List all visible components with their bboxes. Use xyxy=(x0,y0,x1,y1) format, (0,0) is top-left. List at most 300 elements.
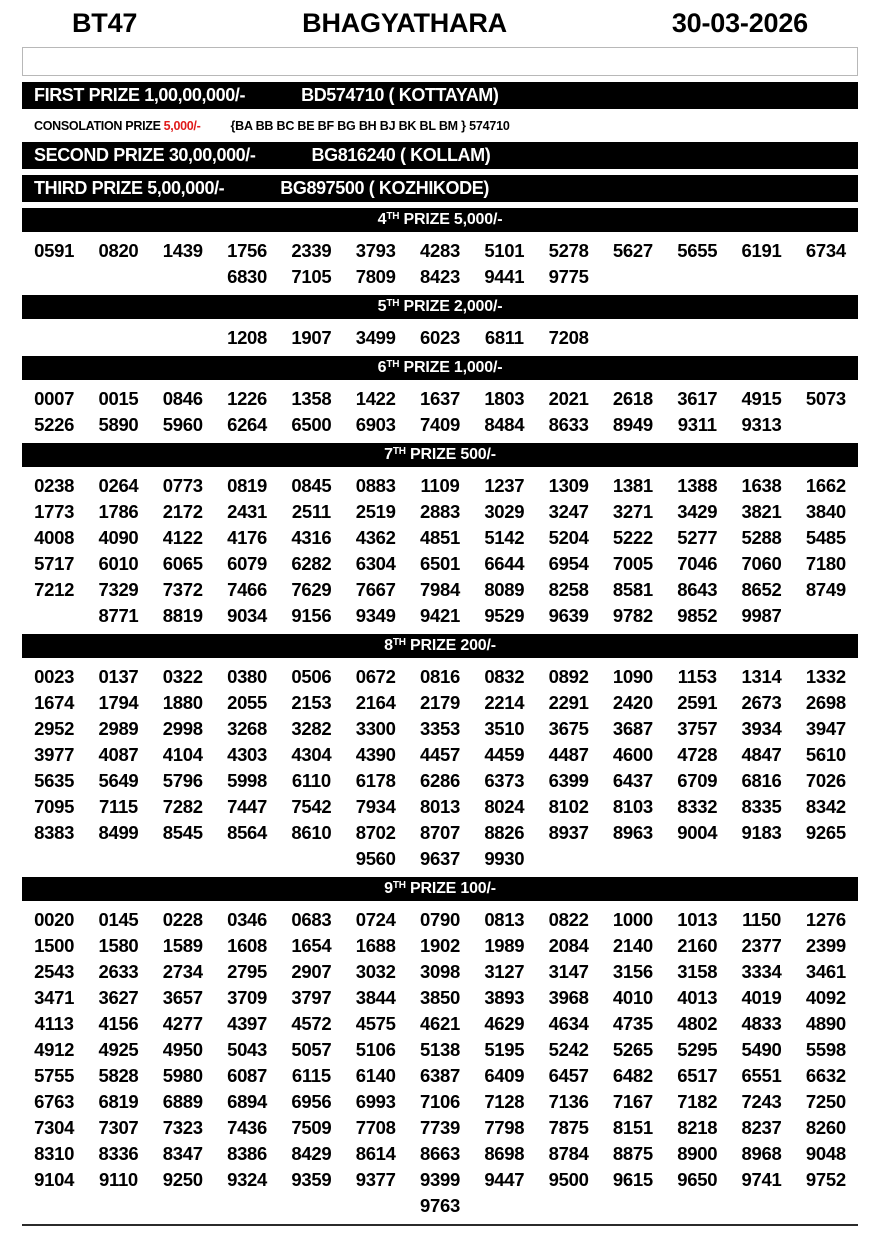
prize-number: 4851 xyxy=(420,527,460,548)
top-prizes-area xyxy=(0,82,880,202)
prize-number: 8423 xyxy=(420,266,460,287)
prize-number: 6500 xyxy=(291,414,332,435)
eighth-prize-title: 8TH PRIZE 200/- xyxy=(384,637,496,654)
prize-number: 3793 xyxy=(355,240,396,261)
prize-number: 5755 xyxy=(34,1065,75,1086)
prize-number: 6178 xyxy=(355,770,396,791)
prize-number: 3247 xyxy=(548,501,589,522)
prize-number: 7243 xyxy=(741,1091,782,1112)
prize-number: 6903 xyxy=(355,414,396,435)
first-prize-ticket: BD574710 ( KOTTAYAM) xyxy=(301,85,499,105)
eighth-prize-numbers xyxy=(22,658,858,877)
prize-number: 2399 xyxy=(805,935,846,956)
prize-number: 1654 xyxy=(291,935,332,956)
prize-number: 6894 xyxy=(227,1091,268,1112)
prize-number: 1662 xyxy=(805,475,846,496)
prize-number: 7436 xyxy=(227,1117,268,1138)
prize-number: 7875 xyxy=(548,1117,589,1138)
prize-number: 4847 xyxy=(741,744,782,765)
prize-number: 7934 xyxy=(355,796,396,817)
prize-number: 3158 xyxy=(677,961,718,982)
prize-number: 6482 xyxy=(612,1065,653,1086)
prize-number: 4925 xyxy=(98,1039,139,1060)
prize-number: 7329 xyxy=(98,579,139,600)
prize-number: 5998 xyxy=(227,770,268,791)
prize-number: 6993 xyxy=(355,1091,396,1112)
prize-number: 8564 xyxy=(227,822,268,843)
prize-number: 4575 xyxy=(355,1013,396,1034)
prize-number: 5101 xyxy=(484,240,525,261)
prize-number: 7106 xyxy=(420,1091,460,1112)
prize-number: 1381 xyxy=(612,475,653,496)
prize-number: 3029 xyxy=(484,501,525,522)
prize-number: 3709 xyxy=(227,987,268,1008)
prize-number: 2673 xyxy=(741,692,782,713)
prize-number: 4915 xyxy=(741,388,782,409)
prize-number: 0591 xyxy=(34,240,75,261)
prize-number: 2160 xyxy=(677,935,718,956)
prize-number: 7542 xyxy=(291,796,332,817)
prize-number: 2214 xyxy=(484,692,525,713)
number-row xyxy=(22,1063,858,1089)
prize-number: 4090 xyxy=(98,527,139,548)
prize-number: 3429 xyxy=(677,501,718,522)
prize-number: 9615 xyxy=(612,1169,653,1190)
third-prize-ticket: BG897500 ( KOZHIKODE) xyxy=(280,178,489,198)
blank-input-box[interactable] xyxy=(22,47,858,76)
number-row xyxy=(22,690,858,716)
prize-number: 1422 xyxy=(355,388,396,409)
prize-number: 8702 xyxy=(355,822,396,843)
prize-number: 1773 xyxy=(34,501,75,522)
prize-number: 2153 xyxy=(291,692,332,713)
prize-number: 0023 xyxy=(34,666,75,687)
number-row xyxy=(22,985,858,1011)
prize-number: 5717 xyxy=(34,553,75,574)
prize-number: 1638 xyxy=(741,475,782,496)
prize-number: 6830 xyxy=(227,266,268,287)
prize-number: 2164 xyxy=(355,692,396,713)
prize-number: 5277 xyxy=(677,527,718,548)
prize-number: 8643 xyxy=(677,579,718,600)
prize-number: 5204 xyxy=(548,527,589,548)
prize-number: 4013 xyxy=(677,987,718,1008)
prize-number: 9650 xyxy=(677,1169,718,1190)
number-row xyxy=(22,933,858,959)
prize-number: 6286 xyxy=(420,770,460,791)
prize-number: 0845 xyxy=(291,475,332,496)
number-row xyxy=(22,1011,858,1037)
number-row xyxy=(22,551,858,577)
number-row xyxy=(22,846,858,872)
fourth-prize-numbers xyxy=(22,232,858,295)
prize-number: 5295 xyxy=(677,1039,718,1060)
prize-number: 7180 xyxy=(805,553,846,574)
prize-sections-area xyxy=(0,208,880,1224)
prize-number: 3147 xyxy=(548,961,589,982)
prize-number: 6644 xyxy=(484,553,525,574)
prize-number: 5242 xyxy=(548,1039,589,1060)
prize-number: 5226 xyxy=(34,414,75,435)
prize-number: 6501 xyxy=(420,553,460,574)
prize-number: 0883 xyxy=(355,475,396,496)
prize-number: 0506 xyxy=(291,666,332,687)
consolation-amount: 5,000/- xyxy=(163,119,201,133)
prize-number: 6409 xyxy=(484,1065,525,1086)
prize-number: 3977 xyxy=(34,744,75,765)
prize-number: 1907 xyxy=(291,327,332,348)
prize-number: 8103 xyxy=(612,796,653,817)
prize-number: 3934 xyxy=(741,718,782,739)
prize-number: 7307 xyxy=(98,1117,139,1138)
prize-number: 3844 xyxy=(355,987,396,1008)
prize-number: 6954 xyxy=(548,553,589,574)
number-row xyxy=(22,325,858,351)
prize-number: 5610 xyxy=(805,744,846,765)
prize-number: 9639 xyxy=(548,605,589,626)
prize-number: 2795 xyxy=(227,961,268,982)
prize-number: 7372 xyxy=(162,579,203,600)
prize-number: 2431 xyxy=(227,501,268,522)
prize-number: 6087 xyxy=(227,1065,268,1086)
prize-number: 3850 xyxy=(420,987,460,1008)
lottery-code: BT47 xyxy=(72,8,138,38)
prize-number: 9313 xyxy=(741,414,782,435)
first-prize-bar xyxy=(22,82,858,109)
prize-number: 7212 xyxy=(34,579,75,600)
prize-number: 9852 xyxy=(677,605,718,626)
prize-number: 8610 xyxy=(291,822,332,843)
prize-number: 8429 xyxy=(291,1143,332,1164)
prize-number: 7005 xyxy=(612,553,653,574)
prize-number: 8949 xyxy=(612,414,653,435)
prize-number: 1439 xyxy=(162,240,203,261)
prize-number: 4156 xyxy=(98,1013,139,1034)
prize-number: 7182 xyxy=(677,1091,718,1112)
number-row xyxy=(22,820,858,846)
sixth-prize-title: 6TH PRIZE 1,000/- xyxy=(377,359,503,376)
prize-number: 1090 xyxy=(612,666,653,687)
consolation-series: {BA BB BC BE BF BG BH BJ BK BL BM } 574710 xyxy=(230,119,510,133)
prize-number: 4316 xyxy=(291,527,332,548)
prize-number: 0892 xyxy=(548,666,589,687)
seventh-prize-title: 7TH PRIZE 500/- xyxy=(384,446,496,463)
prize-number: 0380 xyxy=(227,666,268,687)
consolation-label: CONSOLATION PRIZE xyxy=(34,119,161,133)
prize-number: 5195 xyxy=(484,1039,525,1060)
prize-number: 2633 xyxy=(98,961,139,982)
prize-number: 2291 xyxy=(548,692,589,713)
prize-number: 3334 xyxy=(741,961,782,982)
prize-number: 4303 xyxy=(227,744,268,765)
third-prize-bar xyxy=(22,175,858,202)
prize-number: 8968 xyxy=(741,1143,782,1164)
prize-number: 3675 xyxy=(548,718,589,739)
prize-number: 5222 xyxy=(612,527,653,548)
prize-number: 6517 xyxy=(677,1065,718,1086)
prize-number: 8260 xyxy=(805,1117,846,1138)
prize-number: 8258 xyxy=(548,579,589,600)
number-row xyxy=(22,264,858,290)
prize-number: 0820 xyxy=(98,240,139,261)
prize-number: 7250 xyxy=(805,1091,846,1112)
prize-number: 6734 xyxy=(805,240,846,261)
prize-number: 5796 xyxy=(162,770,203,791)
prize-number: 1580 xyxy=(98,935,139,956)
prize-number: 9110 xyxy=(98,1169,138,1190)
prize-number: 4629 xyxy=(484,1013,525,1034)
prize-number: 6304 xyxy=(355,553,396,574)
prize-number: 7304 xyxy=(34,1117,75,1138)
prize-number: 9104 xyxy=(34,1169,75,1190)
prize-number: 7447 xyxy=(227,796,268,817)
prize-number: 8013 xyxy=(420,796,460,817)
prize-number: 0816 xyxy=(420,666,460,687)
prize-number: 8151 xyxy=(612,1117,653,1138)
number-row xyxy=(22,577,858,603)
prize-number: 8963 xyxy=(612,822,653,843)
prize-number: 5265 xyxy=(612,1039,653,1060)
prize-number: 9265 xyxy=(805,822,846,843)
prize-number: 2591 xyxy=(677,692,718,713)
number-row xyxy=(22,716,858,742)
prize-number: 3353 xyxy=(420,718,460,739)
prize-number: 2543 xyxy=(34,961,75,982)
prize-number: 0007 xyxy=(34,388,75,409)
prize-number: 1786 xyxy=(98,501,139,522)
prize-number: 1674 xyxy=(34,692,75,713)
prize-number: 8218 xyxy=(677,1117,718,1138)
prize-number: 1000 xyxy=(612,909,653,930)
prize-number: 2140 xyxy=(612,935,653,956)
prize-number: 0264 xyxy=(98,475,139,496)
prize-number: 4176 xyxy=(227,527,268,548)
ninth-prize-numbers xyxy=(22,901,858,1224)
prize-number: 6079 xyxy=(227,553,268,574)
prize-number: 1276 xyxy=(805,909,846,930)
prize-number: 8614 xyxy=(355,1143,396,1164)
prize-number: 0773 xyxy=(162,475,203,496)
fourth-prize-header-bar xyxy=(22,208,858,232)
prize-number: 1388 xyxy=(677,475,718,496)
prize-number: 4728 xyxy=(677,744,718,765)
prize-number: 6191 xyxy=(741,240,782,261)
prize-number: 9775 xyxy=(548,266,589,287)
prize-number: 1358 xyxy=(291,388,332,409)
prize-number: 2883 xyxy=(420,501,460,522)
prize-number: 6387 xyxy=(420,1065,460,1086)
prize-number: 6110 xyxy=(291,770,331,791)
prize-number: 2179 xyxy=(420,692,460,713)
prize-number: 1637 xyxy=(420,388,460,409)
number-row xyxy=(22,959,858,985)
prize-number: 5635 xyxy=(34,770,75,791)
prize-number: 3461 xyxy=(805,961,846,982)
prize-number: 9311 xyxy=(677,414,717,435)
prize-number: 0145 xyxy=(98,909,139,930)
ninth-prize-title: 9TH PRIZE 100/- xyxy=(384,880,496,897)
prize-number: 2734 xyxy=(162,961,203,982)
prize-number: 9500 xyxy=(548,1169,589,1190)
prize-number: 3797 xyxy=(291,987,332,1008)
prize-number: 5655 xyxy=(677,240,718,261)
prize-number: 3657 xyxy=(162,987,203,1008)
prize-number: 5828 xyxy=(98,1065,139,1086)
number-row xyxy=(22,412,858,438)
prize-number: 4087 xyxy=(98,744,139,765)
prize-number: 3268 xyxy=(227,718,268,739)
second-prize-label: SECOND PRIZE 30,00,000/- xyxy=(34,145,256,165)
prize-number: 7060 xyxy=(741,553,782,574)
prize-number: 8900 xyxy=(677,1143,718,1164)
prize-number: 6023 xyxy=(420,327,460,348)
ninth-prize-header-bar xyxy=(22,877,858,901)
prize-number: 3821 xyxy=(741,501,782,522)
prize-number: 0822 xyxy=(548,909,589,930)
prize-number: 3499 xyxy=(355,327,396,348)
prize-number: 5138 xyxy=(420,1039,460,1060)
number-row xyxy=(22,664,858,690)
prize-number: 7466 xyxy=(227,579,268,600)
number-row xyxy=(22,768,858,794)
prize-number: 9359 xyxy=(291,1169,332,1190)
number-row xyxy=(22,603,858,629)
prize-number: 9034 xyxy=(227,605,268,626)
prize-number: 6437 xyxy=(612,770,653,791)
prize-number: 9004 xyxy=(677,822,718,843)
prize-number: 6115 xyxy=(291,1065,331,1086)
prize-number: 8347 xyxy=(162,1143,203,1164)
prize-number: 2377 xyxy=(741,935,782,956)
sixth-prize-numbers xyxy=(22,380,858,443)
prize-number: 6399 xyxy=(548,770,589,791)
prize-number: 4092 xyxy=(805,987,846,1008)
prize-number: 1880 xyxy=(162,692,203,713)
prize-number: 7167 xyxy=(612,1091,653,1112)
prize-number: 9349 xyxy=(355,605,396,626)
prize-number: 6956 xyxy=(291,1091,332,1112)
prize-number: 8089 xyxy=(484,579,525,600)
prize-number: 4010 xyxy=(612,987,653,1008)
prize-number: 5598 xyxy=(805,1039,846,1060)
prize-number: 8937 xyxy=(548,822,589,843)
third-prize-label: THIRD PRIZE 5,00,000/- xyxy=(34,178,225,198)
prize-number: 0020 xyxy=(34,909,75,930)
prize-number: 6264 xyxy=(227,414,268,435)
prize-number: 1208 xyxy=(227,327,268,348)
number-row xyxy=(22,907,858,933)
prize-number: 4457 xyxy=(420,744,460,765)
prize-number: 7095 xyxy=(34,796,75,817)
prize-number: 2989 xyxy=(98,718,139,739)
prize-number: 4304 xyxy=(291,744,332,765)
prize-number: 6282 xyxy=(291,553,332,574)
prize-number: 6140 xyxy=(355,1065,396,1086)
prize-number: 9377 xyxy=(355,1169,396,1190)
prize-number: 9782 xyxy=(612,605,653,626)
prize-number: 9447 xyxy=(484,1169,525,1190)
prize-number: 8386 xyxy=(227,1143,268,1164)
consolation-prize-row xyxy=(22,115,858,137)
prize-number: 9560 xyxy=(355,848,396,869)
prize-number: 6819 xyxy=(98,1091,139,1112)
prize-number: 9048 xyxy=(805,1143,846,1164)
lottery-name: BHAGYATHARA xyxy=(302,8,507,38)
prize-number: 6457 xyxy=(548,1065,589,1086)
prize-number: 8342 xyxy=(805,796,846,817)
prize-number: 3156 xyxy=(612,961,653,982)
prize-number: 0832 xyxy=(484,666,525,687)
prize-number: 8336 xyxy=(98,1143,139,1164)
prize-number: 5627 xyxy=(612,240,653,261)
number-row xyxy=(22,742,858,768)
prize-number: 1803 xyxy=(484,388,525,409)
prize-number: 3968 xyxy=(548,987,589,1008)
prize-number: 9637 xyxy=(420,848,460,869)
prize-number: 9324 xyxy=(227,1169,268,1190)
prize-number: 7136 xyxy=(548,1091,589,1112)
prize-number: 4600 xyxy=(612,744,653,765)
prize-number: 4833 xyxy=(741,1013,782,1034)
prize-number: 8581 xyxy=(612,579,653,600)
number-row xyxy=(22,525,858,551)
first-prize-label: FIRST PRIZE 1,00,00,000/- xyxy=(34,85,246,105)
prize-number: 0813 xyxy=(484,909,525,930)
prize-number: 2172 xyxy=(162,501,203,522)
prize-number: 1589 xyxy=(162,935,203,956)
prize-number: 6763 xyxy=(34,1091,75,1112)
prize-number: 1332 xyxy=(805,666,846,687)
prize-number: 4122 xyxy=(162,527,203,548)
prize-number: 5142 xyxy=(484,527,525,548)
prize-number: 8698 xyxy=(484,1143,525,1164)
prize-number: 8652 xyxy=(741,579,782,600)
prize-number: 4621 xyxy=(420,1013,460,1034)
prize-number: 0322 xyxy=(162,666,203,687)
prize-number: 8749 xyxy=(805,579,846,600)
prize-number: 8707 xyxy=(420,822,460,843)
prize-number: 7509 xyxy=(291,1117,332,1138)
prize-number: 0724 xyxy=(355,909,396,930)
sixth-prize-header-bar xyxy=(22,356,858,380)
prize-number: 7798 xyxy=(484,1117,525,1138)
prize-number: 9752 xyxy=(805,1169,846,1190)
prize-number: 8826 xyxy=(484,822,525,843)
prize-number: 1226 xyxy=(227,388,268,409)
prize-number: 5043 xyxy=(227,1039,268,1060)
prize-number: 7105 xyxy=(291,266,332,287)
number-row xyxy=(22,1141,858,1167)
prize-number: 4802 xyxy=(677,1013,718,1034)
number-row xyxy=(22,1167,858,1193)
prize-number: 9741 xyxy=(741,1169,782,1190)
number-row xyxy=(22,1089,858,1115)
prize-number: 9250 xyxy=(162,1169,203,1190)
prize-number: 4950 xyxy=(162,1039,203,1060)
prize-number: 8633 xyxy=(548,414,589,435)
prize-number: 5980 xyxy=(162,1065,203,1086)
prize-number: 0672 xyxy=(355,666,396,687)
number-row xyxy=(22,1115,858,1141)
prize-number: 4634 xyxy=(548,1013,589,1034)
fifth-prize-title: 5TH PRIZE 2,000/- xyxy=(377,298,503,315)
document-header xyxy=(0,0,880,45)
prize-number: 4890 xyxy=(805,1013,846,1034)
second-prize-ticket: BG816240 ( KOLLAM) xyxy=(311,145,491,165)
prize-number: 6709 xyxy=(677,770,718,791)
prize-number: 7739 xyxy=(420,1117,460,1138)
prize-number: 7282 xyxy=(162,796,203,817)
